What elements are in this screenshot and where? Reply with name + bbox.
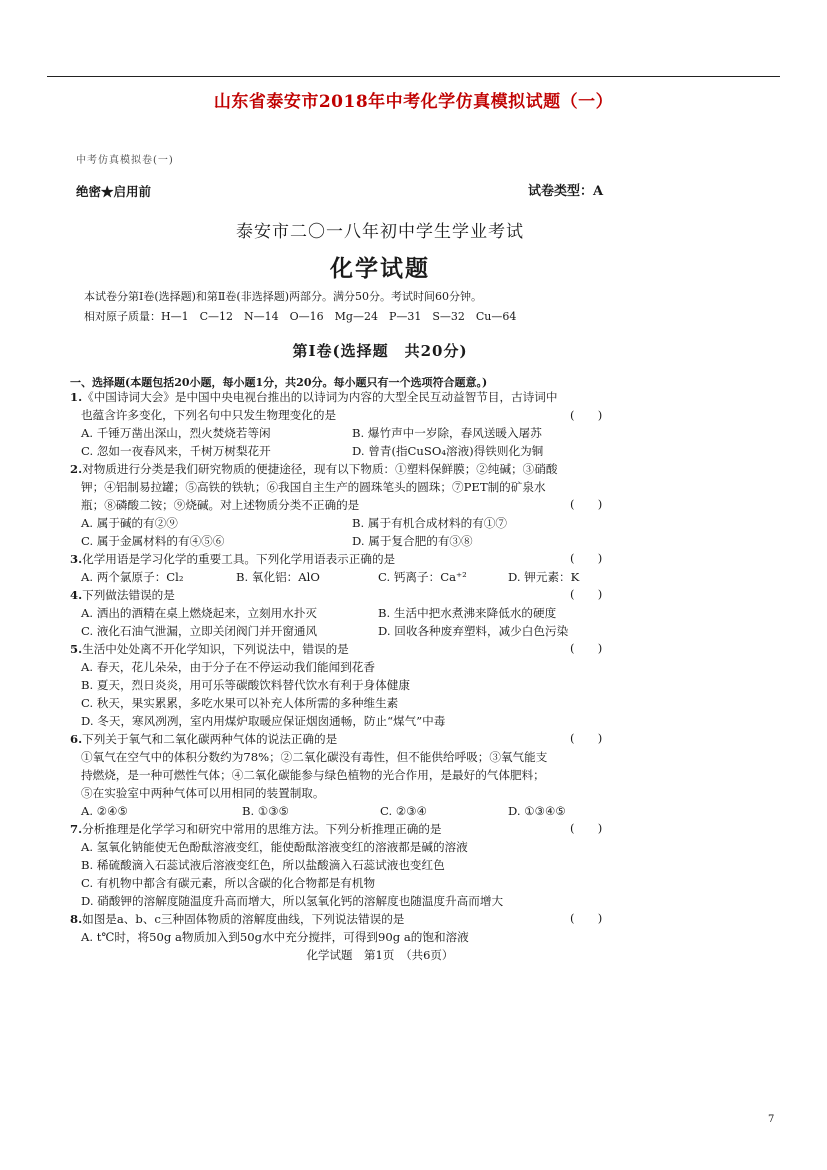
intro-line-1: 本试卷分第Ⅰ卷(选择题)和第Ⅱ卷(非选择题)两部分。满分50分。考试时间60分钟。: [84, 290, 482, 303]
series-label: 中考仿真模拟卷(一): [76, 155, 174, 166]
q6-option-a: A. ②④⑤: [81, 804, 128, 818]
q2-stem-3: 瓶；⑧磷酸二铵；⑨烧碱。对上述物质分类不正确的是: [81, 498, 360, 512]
section-heading: 一、选择题(本题包括20小题，每小题1分，共20分。每小题只有一个选项符合题意。): [70, 376, 488, 389]
q3-stem-1: 3.化学用语是学习化学的重要工具。下列化学用语表示正确的是: [70, 552, 396, 566]
q2-option-c: C. 属于金属材料的有④⑤⑥: [81, 534, 225, 548]
q2-option-b: B. 属于有机合成材料的有①⑦: [352, 516, 508, 530]
q4-option-d: D. 回收各种废弃塑料，减少白色污染: [378, 624, 569, 638]
document-title: 山东省泰安市2018年中考化学仿真模拟试题（一）: [213, 92, 614, 112]
top-rule: [47, 76, 780, 77]
q1-option-a: A. 千锤万凿出深山，烈火焚烧若等闲: [81, 426, 271, 440]
q5-option-d: D. 冬天，寒风冽冽，室内用煤炉取暖应保证烟囱通畅，防止“煤气”中毒: [81, 714, 446, 728]
q4-option-a: A. 洒出的酒精在桌上燃烧起来，立刻用水扑灭: [81, 606, 318, 620]
q6-option-c: C. ②③④: [380, 804, 428, 818]
q1-option-c: C. 忽如一夜春风来，千树万树梨花开: [81, 444, 271, 458]
q5-option-c: C. 秋天，果实累累，多吃水果可以补充人体所需的多种维生素: [81, 696, 399, 710]
q3-option-c: C. 钙离子：Ca⁺²: [378, 570, 467, 584]
q3-option-b: B. 氧化铝：AlO: [236, 570, 320, 584]
q7-answer-paren: ( ): [570, 821, 603, 835]
q6-stem-2: ①氧气在空气中的体积分数约为78%；②二氧化碳没有毒性，但不能供给呼吸；③氧气能支: [81, 750, 548, 764]
q7-option-b: B. 稀硫酸滴入石蕊试液后溶液变红色，所以盐酸滴入石蕊试液也变红色: [81, 858, 445, 872]
q6-stem-3: 持燃烧，是一种可燃性气体；④二氧化碳能参与绿色植物的光合作用，是最好的气体肥料；: [81, 768, 545, 782]
page-number: 7: [768, 1114, 775, 1125]
q5-option-b: B. 夏天，烈日炎炎，用可乐等碳酸饮料替代饮水有利于身体健康: [81, 678, 410, 692]
part-title: 第Ⅰ卷(选择题 共20分): [292, 342, 468, 360]
q5-option-a: A. 春天，花儿朵朵，由于分子在不停运动我们能闻到花香: [81, 660, 375, 674]
q4-stem-1: 4.下列做法错误的是: [70, 588, 175, 602]
q6-stem-4: ⑤在实验室中两种气体可以用相同的装置制取。: [81, 786, 325, 800]
q4-option-b: B. 生活中把水煮沸来降低水的硬度: [378, 606, 557, 620]
subject-title: 化学试题: [330, 255, 430, 282]
page-footer: 化学试题 第1页 （共6页）: [306, 948, 454, 962]
q2-stem-1: 2.对物质进行分类是我们研究物质的便捷途径，现有以下物质：①塑料保鲜膜；②纯碱；③硝酸: [70, 462, 558, 476]
q5-answer-paren: ( ): [570, 641, 603, 655]
q7-option-d: D. 硝酸钾的溶解度随温度升高而增大，所以氢氧化钙的溶解度也随温度升高而增大: [81, 894, 504, 908]
q1-option-d: D. 曾青(指CuSO₄溶液)得铁则化为铜: [352, 444, 544, 458]
exam-name: 泰安市二〇一八年初中学生学业考试: [236, 222, 524, 242]
q2-option-a: A. 属于碱的有②⑨: [81, 516, 178, 530]
q2-stem-2: 钾；④铝制易拉罐；⑤高铁的铁轨；⑥我国自主生产的圆珠笔头的圆珠；⑦PET制的矿泉水: [81, 480, 546, 494]
q7-option-c: C. 有机物中都含有碳元素，所以含碳的化合物都是有机物: [81, 876, 376, 890]
q8-stem-1: 8.如图是a、b、c三种固体物质的溶解度曲线，下列说法错误的是: [70, 912, 405, 926]
q1-stem-1: 1.《中国诗词大会》是中国中央电视台推出的以诗词为内容的大型全民互动益智节目，古诗词中: [70, 390, 558, 404]
q6-stem-1: 6.下列关于氧气和二氧化碳两种气体的说法正确的是: [70, 732, 338, 746]
secret-label: 绝密★启用前: [76, 184, 152, 199]
paper-type-label: 试卷类型：A: [528, 184, 604, 199]
q1-answer-paren: ( ): [570, 408, 603, 422]
q3-answer-paren: ( ): [570, 551, 603, 565]
q3-option-a: A. 两个氯原子：Cl₂: [81, 570, 184, 584]
q7-option-a: A. 氢氧化钠能使无色酚酞溶液变红，能使酚酞溶液变红的溶液都是碱的溶液: [81, 840, 468, 854]
q1-stem-2: 也蕴含许多变化，下列名句中只发生物理变化的是: [81, 408, 337, 422]
q4-option-c: C. 液化石油气泄漏，立即关闭阀门并开窗通风: [81, 624, 318, 638]
q5-stem-1: 5.生活中处处离不开化学知识，下列说法中，错误的是: [70, 642, 349, 656]
q6-answer-paren: ( ): [570, 731, 603, 745]
intro-line-2: 相对原子质量：H—1 C—12 N—14 O—16 Mg—24 P—31 S—32 Cu—64: [84, 310, 517, 323]
q7-stem-1: 7.分析推理是化学学习和研究中常用的思维方法。下列分析推理正确的是: [70, 822, 442, 836]
q2-answer-paren: ( ): [570, 497, 603, 511]
q8-answer-paren: ( ): [570, 911, 603, 925]
q6-option-b: B. ①③⑤: [242, 804, 290, 818]
q6-option-d: D. ①③④⑤: [508, 804, 566, 818]
q2-option-d: D. 属于复合肥的有③⑧: [352, 534, 473, 548]
scanned-exam-page: [70, 140, 760, 970]
q1-option-b: B. 爆竹声中一岁除，春风送暖入屠苏: [352, 426, 542, 440]
q4-answer-paren: ( ): [570, 587, 603, 601]
q3-option-d: D. 钾元素：K: [508, 570, 580, 584]
q8-option-a: A. t℃时，将50g a物质加入到50g水中充分搅拌，可得到90g a的饱和溶液: [81, 930, 469, 944]
